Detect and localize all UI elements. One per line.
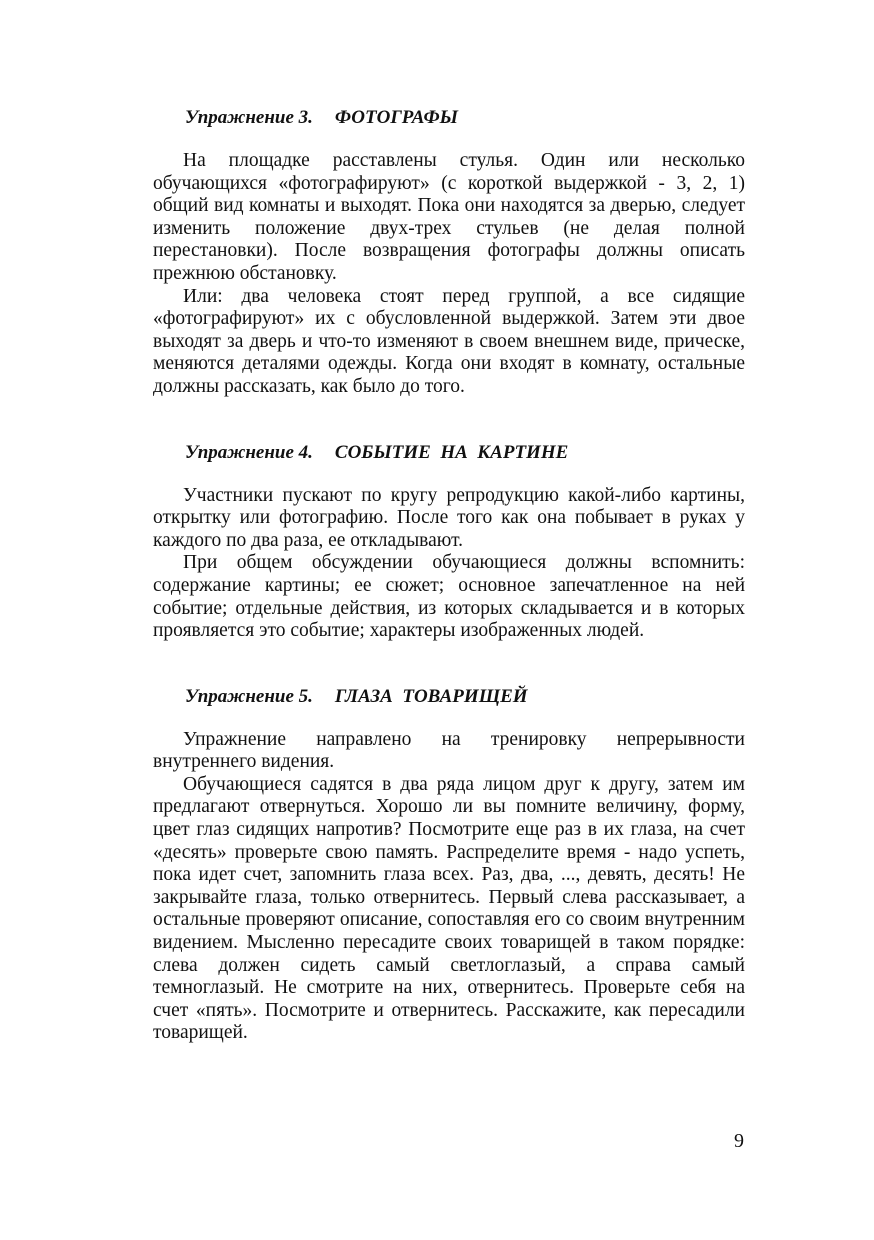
section-spacer	[153, 399, 745, 439]
page-number: 9	[734, 1130, 744, 1152]
section-spacer	[153, 643, 745, 683]
page-content	[153, 104, 745, 1045]
exercise-5-paragraph-1: Упражнение направлено на тренировку непрерывности внутреннего видения.	[153, 728, 745, 773]
exercise-3-heading	[153, 104, 745, 132]
exercise-4-section	[153, 439, 745, 643]
exercise-3-paragraph-2: Или: два человека стоят перед группой, а все сидящие «фотографируют» их с обусловленной выдержкой. Затем эти двое выходят за дверь и что-то изменяют в своем внешнем виде, прическе, меняются деталями одежды. Когда они входят в комнату, остальные должны рассказать, как было до того.	[153, 285, 745, 397]
exercise-5-title: ГЛАЗА ТОВАРИЩЕЙ	[334, 685, 528, 707]
exercise-4-label: Упражнение 4.	[185, 441, 313, 463]
exercise-4-paragraph-2: При общем обсуждении обучающиеся должны вспомнить: содержание картины; ее сюжет; основное запечатленное на ней событие; отдельные действия, из которых складывается и в которых проявляется это событие; характеры изображенных людей.	[153, 552, 745, 642]
exercise-5-heading	[153, 683, 745, 711]
exercise-5-paragraph-2: Обучающиеся садятся в два ряда лицом друг к другу, затем им предлагают отвернуться. Хорошо ли вы помните величину, форму, цвет глаз сидящих напротив? Посмотрите еще раз в их глаза, на счет «десять» проверьте свою память. Распределите время - надо успеть, пока идет счет, запомнить глаза всех. Раз, два, ..., девять, десять! Не закрывайте глаза, только отвернитесь. Первый слева рассказывает, а остальные проверяют описание, сопоставляя его со своим внутренним видением. Мысленно пересадите своих товарищей в таком порядке: слева должен сидеть самый светлоглазый, а справа самый темноглазый. Не смотрите на них, отвернитесь. Проверьте себя на счет «пять». Посмотрите и отвернитесь. Расскажите, как пересадили товарищей.	[153, 773, 745, 1044]
exercise-4-title: СОБЫТИЕ НА КАРТИНЕ	[334, 441, 569, 463]
exercise-3-label: Упражнение 3.	[185, 107, 313, 128]
exercise-4-paragraph-1: Участники пускают по кругу репродукцию какой-либо картины, открытку или фотографию. После того как она побывает в руках у каждого по два раза, ее откладывают.	[153, 484, 745, 551]
exercise-3-title: ФОТОГРАФЫ	[334, 107, 459, 128]
exercise-5-label: Упражнение 5.	[185, 685, 313, 707]
exercise-3-section	[153, 104, 745, 399]
exercise-5-section	[153, 683, 745, 1045]
exercise-4-heading	[153, 439, 745, 467]
exercise-3-paragraph-1: На площадке расставлены стулья. Один или несколько обучающихся «фотографируют» (с короткой выдержкой - 3, 2, 1) общий вид комнаты и выходят. Пока они находятся за дверью, следует изменить положение двух-трех стульев (не делая полной перестановки). После возвращения фотографы должны описать прежнюю обстановку.	[153, 150, 745, 284]
